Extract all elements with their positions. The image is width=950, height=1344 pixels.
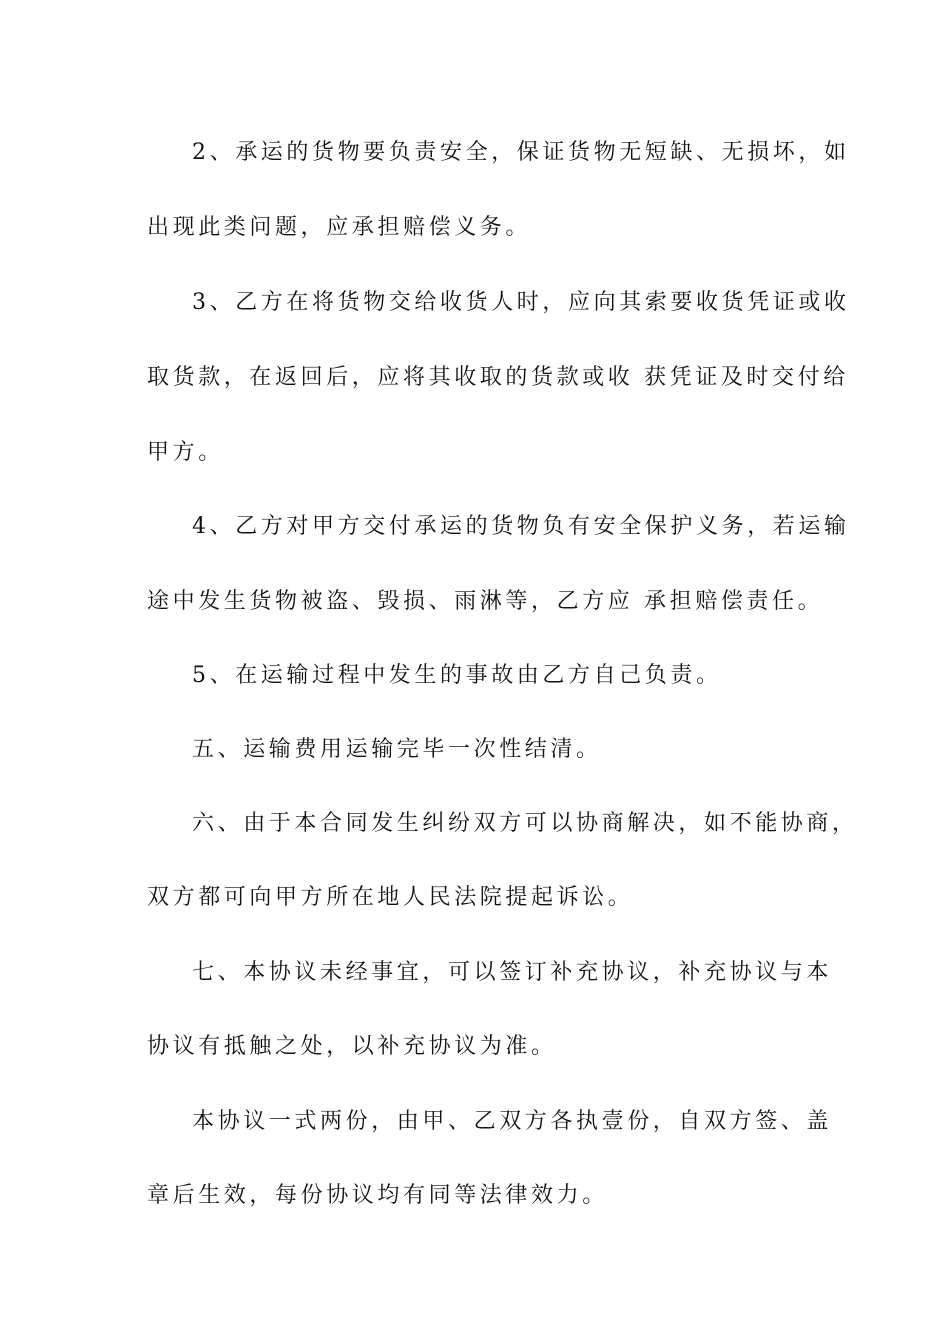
clause-2-line-2: 出现此类问题，应承担赔偿义务。 [147, 215, 532, 240]
clause-2-line-1: 2、承运的货物要负责安全，保证货物无短缺、无损坏，如 [192, 140, 850, 165]
section-5-line-1: 五、运输费用运输完毕一次性结清。 [192, 737, 602, 762]
clause-4-line-1: 4、乙方对甲方交付承运的货物负有安全保护义务，若运输 [192, 514, 850, 539]
clause-4-line-2: 途中发生货物被盗、毁损、雨淋等，乙方应 承担赔偿责任。 [147, 589, 824, 614]
final-clause-line-2: 章后生效，每份协议均有同等法律效力。 [147, 1183, 608, 1208]
clause-3-line-1: 3、乙方在将货物交给收货人时，应向其索要收货凭证或收 [192, 290, 850, 315]
clause-3-line-2: 取货款，在返回后，应将其收取的货款或收 获凭证及时交付给 [147, 365, 849, 390]
clause-5-line-1: 5、在运输过程中发生的事故由乙方自己负责。 [192, 663, 722, 688]
final-clause-line-1: 本协议一式两份，由甲、乙双方各执壹份，自双方签、盖 [192, 1109, 833, 1134]
section-7-line-2: 协议有抵触之处，以补充协议为准。 [147, 1034, 557, 1059]
section-7-line-1: 七、本协议未经事宜，可以签订补充协议，补充协议与本 [192, 960, 833, 985]
section-6-line-1: 六、由于本合同发生纠纷双方可以协商解决，如不能协商， [192, 811, 858, 836]
clause-3-line-3: 甲方。 [147, 440, 224, 465]
section-6-line-2: 双方都可向甲方所在地人民法院提起诉讼。 [147, 885, 634, 910]
